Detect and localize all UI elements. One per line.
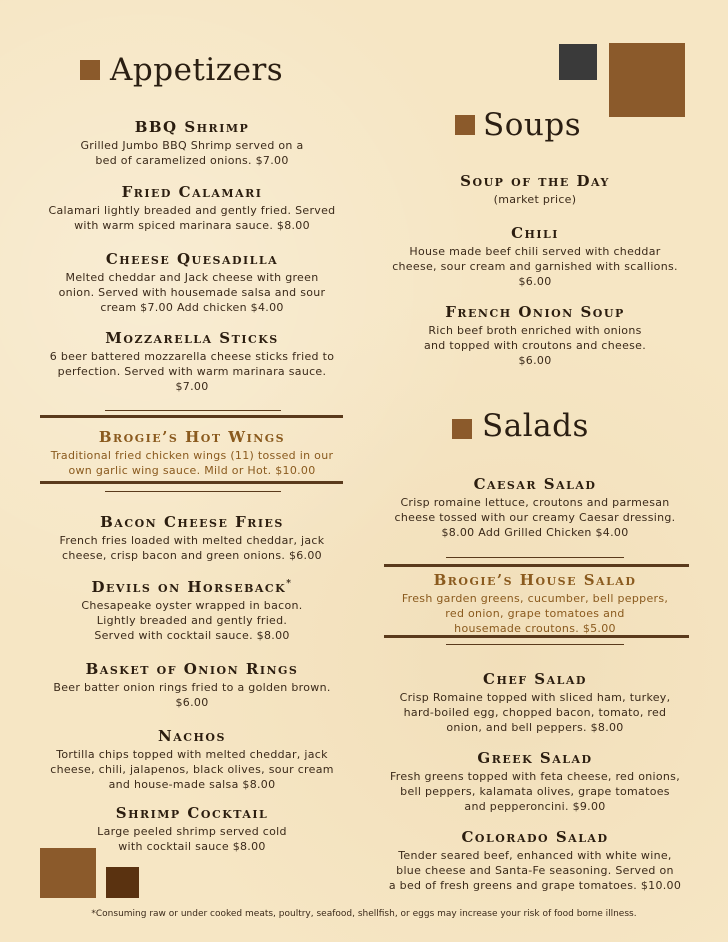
item-name: Greek Salad (477, 749, 593, 767)
item-name: Nachos (158, 727, 226, 745)
menu-item-cheese-quesadilla (40, 250, 344, 315)
divider-bar (40, 481, 343, 484)
item-description: Beer batter onion rings fried to a golden brown. $6.00 (53, 681, 331, 709)
item-name: Devils on Horseback* (91, 578, 293, 596)
appetizers-bullet-icon (80, 60, 100, 80)
item-name: Basket of Onion Rings (85, 660, 299, 678)
item-name: Shrimp Cocktail (115, 804, 269, 822)
menu-item-devils-on-horseback (40, 578, 344, 643)
menu-item-chef-salad (380, 670, 690, 735)
item-name: Brogie’s House Salad (433, 571, 637, 589)
item-description: Tender seared beef, enhanced with white wine, blue cheese and Santa-Fe seasoning. Served on a bed of fresh greens and grape tomatoes. $10.00 (388, 849, 682, 892)
item-name: Caesar Salad (473, 475, 597, 493)
item-name: Cheese Quesadilla (105, 250, 279, 268)
item-description: Fresh garden greens, cucumber, bell peppers, red onion, grape tomatoes and housemade croutons. $5.00 (401, 592, 669, 635)
item-name: Fried Calamari (121, 183, 263, 201)
item-description: Large peeled shrimp served cold with cocktail sauce $8.00 (97, 825, 287, 853)
menu-item-greek-salad (380, 749, 690, 814)
item-description: Fresh greens topped with feta cheese, red onions, bell peppers, kalamata olives, grape tomatoes and pepperoncini. $9.00 (389, 770, 680, 813)
appetizers-heading: Appetizers (110, 52, 284, 88)
item-description: House made beef chili served with cheddar cheese, sour cream and garnished with scallions. $6.00 (392, 245, 678, 288)
item-description: Crisp Romaine topped with sliced ham, turkey, hard-boiled egg, chopped bacon, tomato, red onion, and bell peppers. $8.00 (399, 691, 671, 734)
menu-item-house-salad (380, 571, 690, 636)
menu-item-hot-wings (40, 428, 344, 478)
menu-item-colorado-salad (380, 828, 690, 893)
menu-item-caesar-salad (380, 475, 690, 540)
menu-item-soup-of-the-day (380, 172, 690, 207)
divider-bar (384, 564, 689, 567)
item-name: Brogie’s Hot Wings (98, 428, 286, 446)
menu-item-nachos (40, 727, 344, 792)
item-name: Bacon Cheese Fries (100, 513, 284, 531)
menu-item-fried-calamari (40, 183, 344, 233)
item-description: Tortilla chips topped with melted cheddar, jack cheese, chili, jalapenos, black olives, sour cream and house-made salsa $8.00 (50, 748, 334, 791)
item-description: Grilled Jumbo BBQ Shrimp served on a bed of caramelized onions. $7.00 (80, 139, 304, 167)
item-description: Rich beef broth enriched with onions and topped with croutons and cheese. $6.00 (423, 324, 647, 367)
raw-warning-mark: * (286, 579, 293, 589)
salads-bullet-icon (452, 419, 472, 439)
menu-item-shrimp-cocktail (40, 804, 344, 854)
soups-bullet-icon (455, 115, 475, 135)
item-description: Traditional fried chicken wings (11) tossed in our own garlic wing sauce. Mild or Hot. $10.00 (50, 449, 334, 477)
menu-item-onion-rings (40, 660, 344, 710)
soups-heading: Soups (483, 107, 582, 143)
divider-line (446, 557, 624, 558)
decor-square-bottom-brown (40, 848, 96, 898)
decor-square-large-brown (609, 43, 685, 117)
menu-item-bbq-shrimp (40, 118, 344, 168)
food-safety-footnote: *Consuming raw or under cooked meats, poultry, seafood, shellfish, or eggs may increase your risk of food borne illness. (91, 909, 637, 919)
decor-square-charcoal (559, 44, 597, 80)
decor-square-bottom-dark (106, 867, 139, 898)
menu-item-french-onion-soup (380, 303, 690, 368)
item-name: Colorado Salad (461, 828, 609, 846)
menu-item-mozzarella-sticks (40, 329, 344, 394)
item-name: Soup of the Day (460, 172, 610, 190)
item-description: Calamari lightly breaded and gently fried. Served with warm spiced marinara sauce. $8.00 (48, 204, 336, 232)
item-name: BBQ Shrimp (134, 118, 250, 136)
salads-heading: Salads (482, 408, 589, 444)
divider-line (446, 644, 624, 645)
item-description: Melted cheddar and Jack cheese with green onion. Served with housemade salsa and sour cream $7.00 Add chicken $4.00 (58, 271, 326, 314)
item-description: Crisp romaine lettuce, croutons and parmesan cheese tossed with our creamy Caesar dressing. $8.00 Add Grilled Chicken $4.00 (394, 496, 676, 539)
item-description: French fries loaded with melted cheddar, jack cheese, crisp bacon and green onions. $6.00 (59, 534, 325, 562)
divider-line (105, 491, 281, 492)
item-description: 6 beer battered mozzarella cheese sticks fried to perfection. Served with warm marinara sauce. $7.00 (49, 350, 335, 393)
divider-bar (40, 415, 343, 418)
menu-item-bacon-cheese-fries (40, 513, 344, 563)
item-name: French Onion Soup (445, 303, 625, 321)
divider-line (105, 410, 281, 411)
item-description: Chesapeake oyster wrapped in bacon. Lightly breaded and gently fried. Served with cocktail sauce. $8.00 (81, 599, 303, 642)
item-description: (market price) (493, 193, 577, 206)
menu-item-chili (380, 224, 690, 289)
item-name: Chef Salad (483, 670, 587, 688)
divider-bar (384, 635, 689, 638)
item-name: Chili (511, 224, 559, 242)
item-name: Mozzarella Sticks (105, 329, 279, 347)
